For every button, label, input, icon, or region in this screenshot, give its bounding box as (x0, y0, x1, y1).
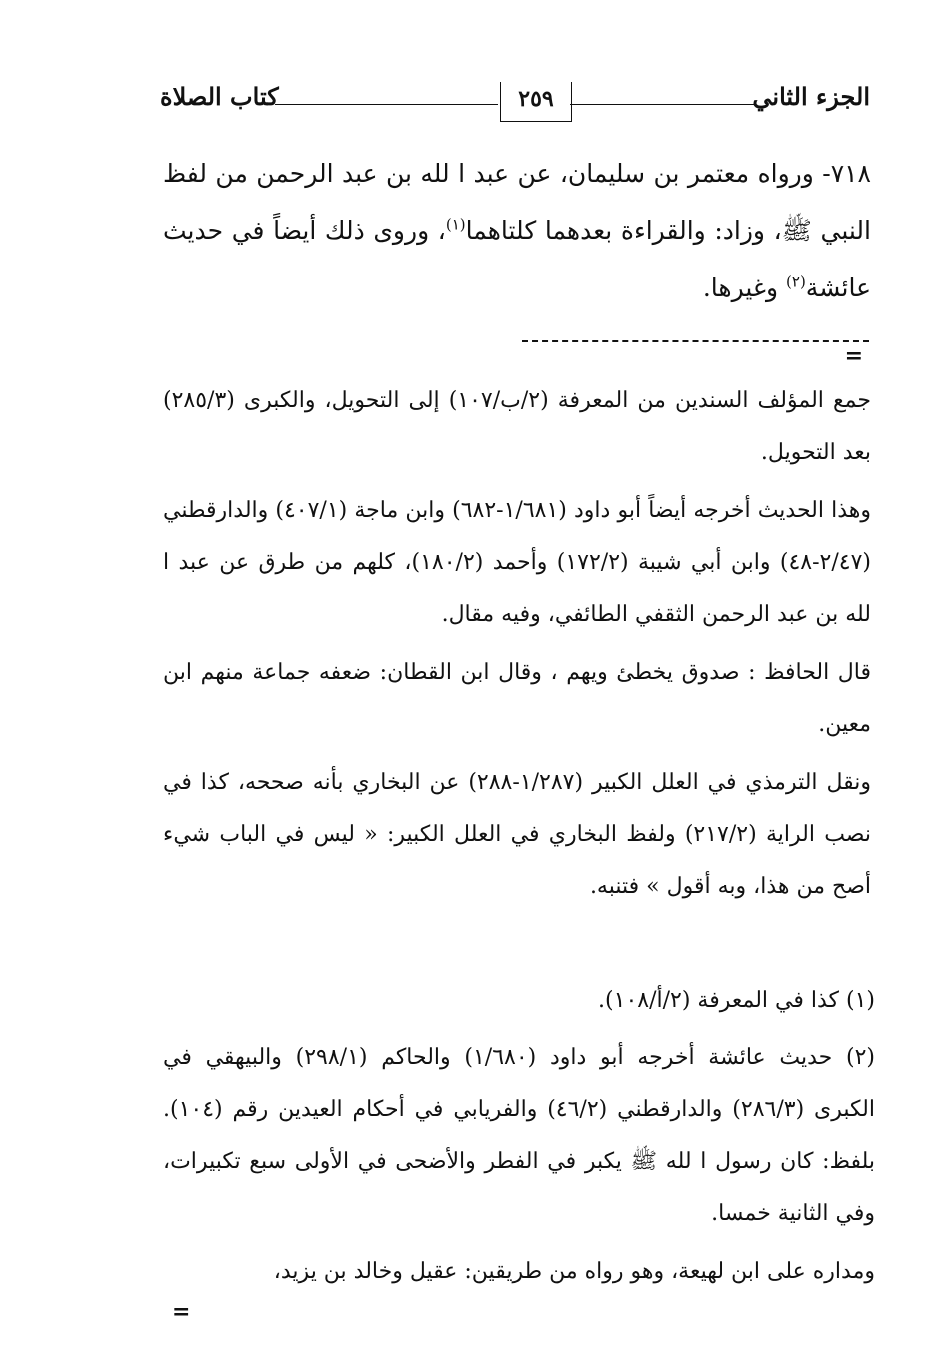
paragraph-text-cont: ، وروى ذلك أيضاً في حديث عائشة (163, 216, 871, 302)
running-header (160, 82, 870, 130)
footnote-ref-1: (١) (445, 215, 466, 234)
page-number: ٢٥٩ (500, 82, 572, 122)
continuation-mark-bottom: = (172, 1299, 191, 1325)
header-book-title: كتاب الصلاة (160, 82, 279, 111)
footnote-ref-2: (٢) (786, 272, 806, 291)
note-paragraph: ونقل الترمذي في العلل الكبير (١/٢٨٧-٢٨٨) عن البخاري بأنه صححه، كذا في نصب الراية (٢١٧/٢) ولفظ البخاري في العلل الكبير: « ليس في الباب شيء أصح من هذا، وبه أقول » فتنبه. (163, 770, 871, 899)
hadith-paragraph (163, 145, 871, 316)
note-paragraph: وهذا الحديث أخرجه أيضاً أبو داود (١/٦٨١-٦٨٢) وابن ماجة (٤٠٧/١) والدارقطني (٢/٤٧-٤٨) وابن أبي شيبة (١٧٢/٢) وأحمد (١٨٠/٢)، كلهم من طرق عن عبد ا لله بن عبد الرحمن الثقفي الطائفي، وفيه مقال. (163, 498, 872, 627)
header-rule-left (275, 104, 498, 105)
header-part-title: الجزء الثاني (752, 82, 870, 111)
footnote-text: (٢) حديث عائشة أخرجه أبو داود (١/٦٨٠) والحاكم (٢٩٨/١) والبيهقي في الكبرى (٢٨٦/٣) والدارقطني (٤٦/٢) والفريابي في أحكام العيدين رقم (١٠٤). بلفظ: كان رسول ا لله ﷺ يكبر في الفطر والأضحى في الأولى سبع تكبيرات، وفي الثانية خمسا. (163, 1045, 875, 1226)
footnote-text: (١) كذا في المعرفة (٢/أ/١٠٨). (598, 988, 875, 1013)
footnote-text-cont: ومداره على ابن لهيعة، وهو رواه من طريقين: عقيل وخالد بن يزيد، (273, 1259, 875, 1284)
header-rule-right (570, 104, 755, 105)
note-paragraph: قال الحافظ : صدوق يخطئ ويهم ، وقال ابن القطان: ضعفه جماعة منهم ابن معين. (163, 660, 872, 737)
footnote-1 (163, 975, 875, 1027)
commentary-notes (163, 375, 871, 913)
paragraph-text: ٧١٨- ورواه معتمر بن سليمان، عن عبد ا لله بن عبد الرحمن من لفظ النبي ﷺ، وزاد: والقراءة بعدهما كلتاهما (163, 159, 871, 245)
note-paragraph: جمع المؤلف السندين من المعرفة (٢/ب/١٠٧) إلى التحويل، والكبرى (٢٨٥/٣) بعد التحويل. (163, 388, 871, 465)
separator-dashed-line (522, 340, 869, 342)
footnote-separator (522, 332, 869, 369)
paragraph-text-end: وغيرها. (702, 273, 787, 302)
main-text (163, 145, 871, 316)
continuation-mark: = (844, 343, 863, 369)
footnote-2 (163, 1032, 875, 1298)
